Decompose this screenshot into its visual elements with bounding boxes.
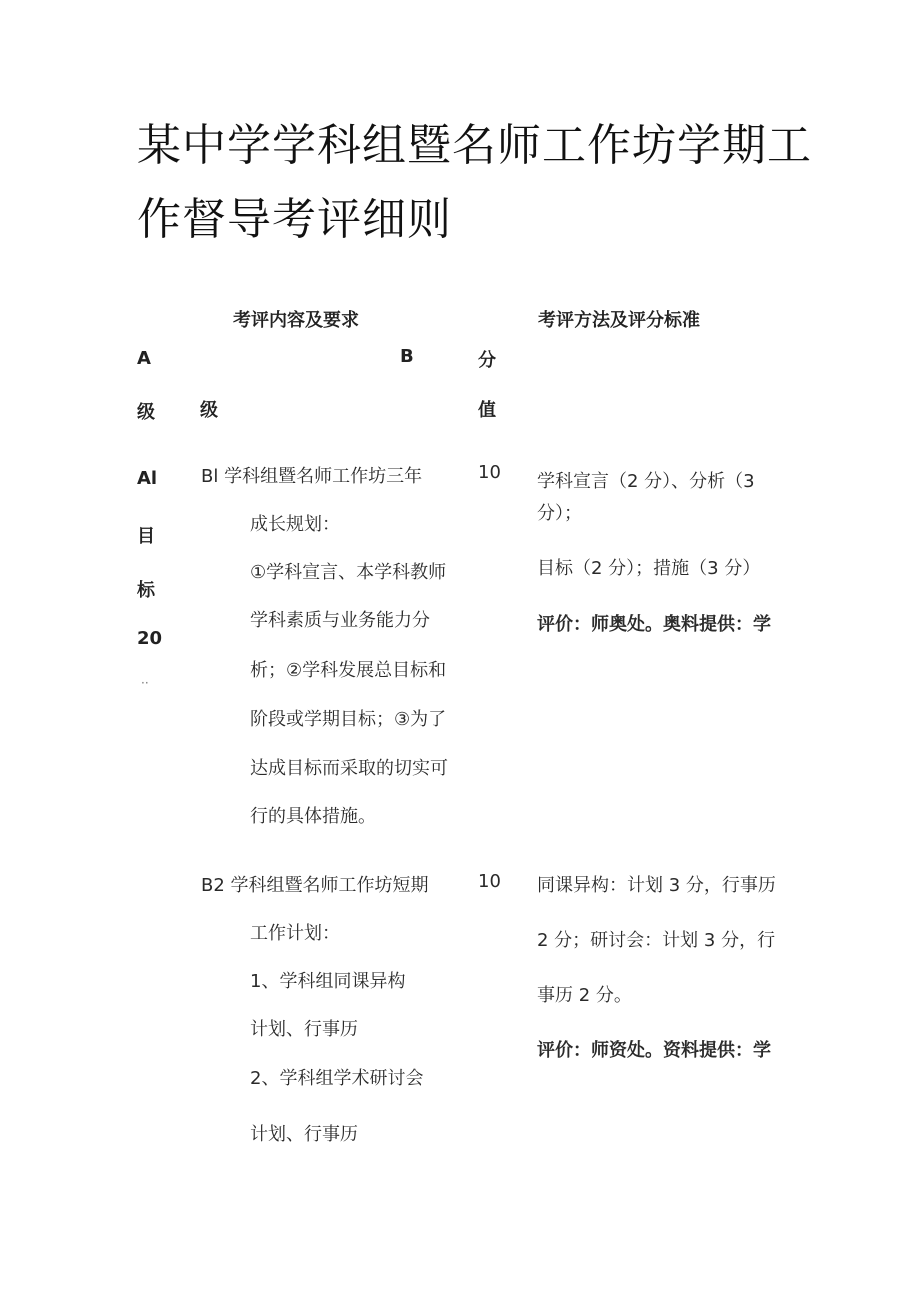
b-level-header-bottom: 级	[200, 400, 218, 421]
b2-line: 计划、行事历	[250, 1124, 358, 1145]
a-item-name-1: 目	[137, 526, 155, 547]
content-header: 考评内容及要求	[233, 310, 359, 331]
b2-method-line: 事历 2 分。	[537, 985, 632, 1006]
score-header-top: 分	[478, 350, 496, 371]
b1-method-line: 学科宣言（2 分）、分析（3	[537, 471, 755, 492]
b2-evaluation: 评价：师资处。资料提供：学	[537, 1040, 771, 1061]
a-item-score: 20	[137, 628, 163, 649]
b2-score: 10	[478, 871, 501, 892]
document-title-line-1: 某中学学科组暨名师工作坊学期工	[137, 120, 812, 171]
a-item-name-2: 标	[137, 580, 155, 601]
b1-line: Bl 学科组暨名师工作坊三年	[201, 466, 423, 487]
document-title-line-2: 作督导考评细则	[137, 194, 452, 245]
b1-line: 行的具体措施。	[250, 806, 376, 827]
b2-line: 工作计划：	[250, 923, 340, 944]
b2-method-line: 同课异构：计划 3 分，行事历	[537, 875, 776, 896]
b1-method-line: 目标（2 分）；措施（3 分）	[537, 558, 761, 579]
b1-line: 析；②学科发展总目标和	[250, 660, 447, 681]
a-item-code: Al	[137, 468, 158, 489]
a-level-header-top: A	[137, 348, 151, 369]
b1-line: ①学科宣言、本学科教师	[250, 562, 447, 583]
b2-method-line: 2 分；研讨会：计划 3 分，行	[537, 930, 776, 951]
b-level-header-top: B	[400, 346, 414, 367]
b1-score: 10	[478, 462, 501, 483]
a-level-header-bottom: 级	[137, 402, 155, 423]
b1-line: 成长规划：	[250, 514, 340, 535]
b1-line: 阶段或学期目标；③为了	[250, 709, 447, 730]
b2-line: 2、学科组学术研讨会	[250, 1068, 424, 1089]
b1-evaluation: 评价：师奥处。奥料提供：学	[537, 614, 771, 635]
b1-line: 学科素质与业务能力分	[250, 610, 430, 631]
b2-line: B2 学科组暨名师工作坊短期	[201, 875, 429, 896]
score-header-bottom: 值	[478, 400, 496, 421]
method-header: 考评方法及评分标准	[538, 310, 700, 331]
b2-line: 计划、行事历	[250, 1019, 358, 1040]
b1-method-line: 分）；	[537, 503, 582, 524]
b1-line: 达成目标而采取的切实可	[250, 758, 448, 779]
a-item-mark: ··	[141, 676, 149, 690]
b2-line: 1、学科组同课异构	[250, 971, 406, 992]
